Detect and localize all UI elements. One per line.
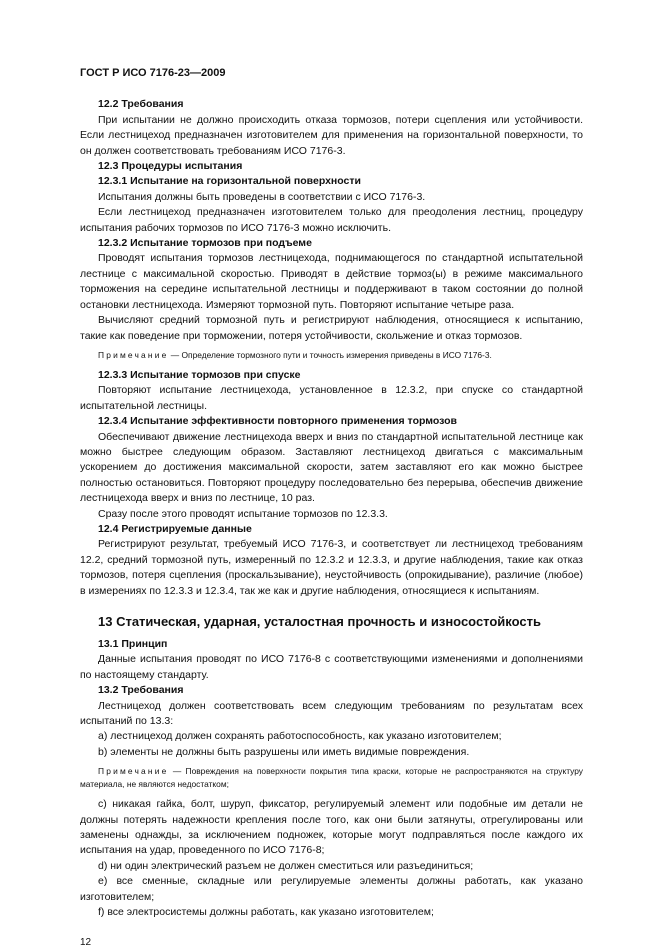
section-13-2-heading: 13.2 Требования	[98, 684, 184, 697]
paragraph: Сразу после этого проводят испытание тормозов по 12.3.3.	[98, 507, 388, 520]
section-12-3-4-heading: 12.3.4 Испытание эффективности повторного применения тормозов	[98, 415, 457, 428]
paragraph: Если лестницеход предназначен изготовителем только для преодоления лестниц, процедуру испытания рабочих тормозов по ИСО 7176-3 можно исключить.	[80, 206, 583, 234]
note-text: — Определение тормозного пути и точность измерения приведены в ИСО 7176-3.	[168, 349, 492, 360]
section-12-3-heading: 12.3 Процедуры испытания	[98, 160, 243, 173]
paragraph: Регистрируют результат, требуемый ИСО 7176-3, и соответствует ли лестницеход требованиям 12.2, средний тормозной путь, измеренный по 12.3.2 и 12.3.3, и другие наблюдения, такие как отказ тормозов, потеря сцепления (проскальзывание), неустойчивость (опрокидывание), различие (любое) в измерениях по 12.3.3 и 12.3.4, так же как и другие наблюдения, относящиеся к испытаниям.	[80, 538, 583, 597]
paragraph: Повторяют испытание лестницехода, установленное в 12.3.2, при спуске со стандартной испытательной лестницы.	[80, 384, 583, 412]
paragraph: Испытания должны быть проведены в соответствии с ИСО 7176-3.	[98, 190, 426, 203]
note	[80, 765, 583, 791]
list-item-b: b) элементы не должны быть разрушены или иметь видимые повреждения.	[98, 745, 470, 758]
list-item-f: f) все электросистемы должны работать, как указано изготовителем;	[98, 906, 434, 919]
list-item-d: d) ни один электрический разъем не должен сместиться или разъединиться;	[98, 859, 474, 872]
document-header: ГОСТ Р ИСО 7176-23—2009	[80, 67, 226, 79]
section-12-3-1-heading: 12.3.1 Испытание на горизонтальной поверхности	[98, 175, 361, 188]
paragraph: Лестницеход должен соответствовать всем следующим требованиям по результатам всех испытаний по 13.3:	[80, 699, 583, 728]
section-12-4-heading: 12.4 Регистрируемые данные	[98, 522, 252, 535]
section-12-3-3-heading: 12.3.3 Испытание тормозов при спуске	[98, 368, 301, 381]
note-label: Примечание	[98, 766, 169, 777]
note	[80, 349, 583, 362]
paragraph: Обеспечивают движение лестницехода вверх и вниз по стандартной испытательной лестнице как можно быстрее следующим образом. Заставляют лестницеход двигаться с максимальным ускорением до достижения максимальной скорости, затем заставляют его как можно быстрее полностью остановиться. Повторяют процедуру последовательно без перерыва, обеспечив движение лестницехода вверх и вниз по лестнице, 10 раз.	[80, 430, 583, 505]
list-item-e: e) все сменные, складные или регулируемые элементы должны работать, как указано изготовителем;	[80, 875, 583, 903]
paragraph: Проводят испытания тормозов лестницехода, поднимающегося по стандартной испытательной лестнице с максимальной скоростью. Приводят в действие тормоз(ы) в режиме максимального торможения на середине испытательной лестницы и поддерживают в таком состоянии до полной остановки лестницехода. Измеряют тормозной путь. Повторяют испытание четыре раза.	[80, 252, 583, 311]
section-12-2-heading: 12.2 Требования	[98, 98, 184, 111]
page-number: 12	[80, 936, 92, 948]
section-12-3-2-heading: 12.3.2 Испытание тормозов при подъеме	[98, 237, 312, 250]
paragraph: При испытании не должно происходить отказа тормозов, потери сцепления или устойчивости. Если лестницеход предназначен изготовителем для применения на горизонтальной поверхности, то он должен соответствовать требованиям ИСО 7176-3.	[80, 113, 583, 157]
paragraph: Данные испытания проводят по ИСО 7176-8 с соответствующими изменениями и дополнениями по настоящему стандарту.	[80, 653, 583, 681]
document-page	[80, 66, 583, 950]
note-label: Примечание	[98, 349, 169, 360]
section-13-heading: 13 Статическая, ударная, усталостная прочность и износостойкость	[98, 614, 541, 629]
list-item-c: c) никакая гайка, болт, шуруп, фиксатор, регулируемый элемент или подобные им детали не должны потерять надежности крепления после того, как они были затянуты, отрегулированы или заменены однажды, за исключением подножек, которые могут подправляться после каждого их испытания на удар, проведенного по ИСО 7176-8;	[80, 798, 583, 857]
section-13-1-heading: 13.1 Принцип	[98, 638, 168, 650]
note-text: — Повреждения на поверхности покрытия типа краски, которые не распространяются на структуру материала, не являются недостатком;	[80, 766, 583, 790]
list-item-a: a) лестницеход должен сохранять работоспособность, как указано изготовителем;	[98, 730, 502, 743]
paragraph: Вычисляют средний тормозной путь и регистрируют наблюдения, относящиеся к испытанию, такие как поведение при торможении, потеря устойчивости, скольжение и отказ тормозов.	[80, 314, 583, 342]
